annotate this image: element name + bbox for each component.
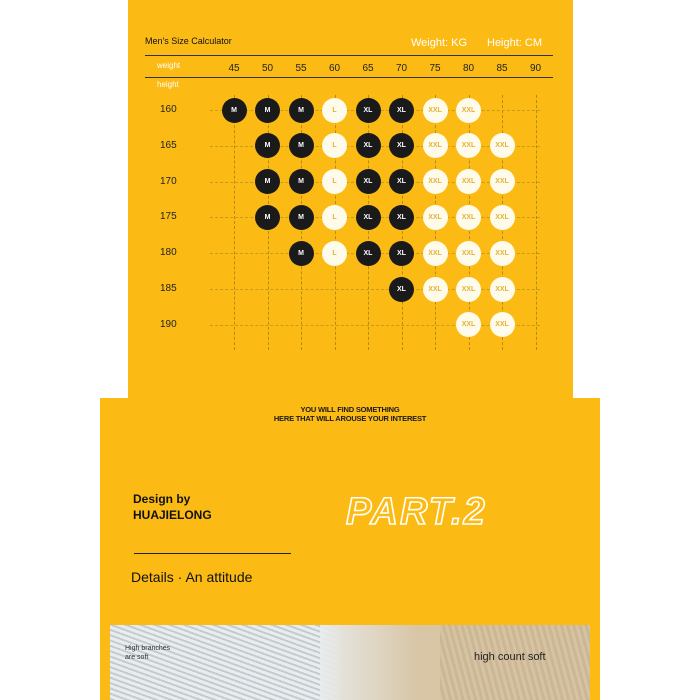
size-dot: M xyxy=(255,98,280,123)
grid-column-line xyxy=(234,95,235,350)
design-by-label: Design by xyxy=(133,492,191,506)
fabric-left-label-line-1: High branches xyxy=(125,645,171,652)
size-dot: XL xyxy=(356,169,381,194)
size-dot: L xyxy=(322,133,347,158)
size-dot: XXL xyxy=(423,133,448,158)
striped-fabric xyxy=(110,625,340,700)
size-dot: M xyxy=(255,205,280,230)
size-dot: XXL xyxy=(423,169,448,194)
size-dot: M xyxy=(289,241,314,266)
height-header: 185 xyxy=(160,283,177,294)
size-dot: M xyxy=(289,169,314,194)
part-2-text: PART.2 xyxy=(346,491,487,532)
part-2-logo xyxy=(344,488,574,532)
weight-header: 55 xyxy=(295,63,307,74)
height-header: 160 xyxy=(160,104,177,115)
size-dot: XXL xyxy=(456,98,481,123)
size-dot: XL xyxy=(356,205,381,230)
size-dot: XXL xyxy=(456,241,481,266)
slogan-line-2: HERE THAT WILL AROUSE YOUR INTEREST xyxy=(273,414,427,423)
waistband-fabric xyxy=(320,625,460,700)
size-dot: XXL xyxy=(423,98,448,123)
size-dot: XL xyxy=(389,98,414,123)
size-dot: XXL xyxy=(490,205,515,230)
size-dot: XL xyxy=(356,133,381,158)
size-dot: XXL xyxy=(456,169,481,194)
weight-header: 50 xyxy=(261,63,274,74)
size-dot: M xyxy=(255,169,280,194)
size-dot: L xyxy=(322,98,347,123)
weight-header: 70 xyxy=(395,63,408,74)
weight-unit-label: Weight: KG xyxy=(411,37,468,49)
fabric-right-label: high count soft xyxy=(474,651,546,663)
size-dot: M xyxy=(289,98,314,123)
height-header: 165 xyxy=(160,139,177,151)
size-chart-title: Men's Size Calculator xyxy=(145,36,232,46)
size-dot: M xyxy=(255,133,280,158)
size-dot: XL xyxy=(389,169,414,194)
size-dot: XXL xyxy=(490,133,515,158)
height-unit-label: Height: CM xyxy=(487,37,543,49)
height-header: 180 xyxy=(160,247,177,259)
weight-header: 75 xyxy=(429,63,441,74)
weight-header: 85 xyxy=(496,63,508,74)
size-dot: XXL xyxy=(490,312,515,337)
fabric-left-label-line-2: are soft xyxy=(125,654,149,661)
weight-header: 60 xyxy=(328,63,341,74)
weight-header: 65 xyxy=(362,63,374,74)
size-dot: XXL xyxy=(423,277,448,302)
size-chart-panel xyxy=(128,0,573,398)
size-dot: L xyxy=(322,241,347,266)
details-tagline: Details · An attitude xyxy=(131,569,253,585)
design-credit xyxy=(133,491,212,523)
corner-height-label: height xyxy=(157,80,179,89)
size-dot: L xyxy=(322,205,347,230)
size-dot: XXL xyxy=(423,241,448,266)
weight-header: 80 xyxy=(462,63,475,74)
size-dot: XL xyxy=(356,98,381,123)
size-dot: M xyxy=(289,205,314,230)
size-dot: XXL xyxy=(456,312,481,337)
designer-name: HUAJIELONG xyxy=(133,508,212,522)
fabric-left-label xyxy=(125,644,170,662)
divider-line xyxy=(134,553,291,554)
size-dot: XXL xyxy=(490,169,515,194)
weight-header: 90 xyxy=(529,63,542,74)
grid-column-line xyxy=(536,95,537,350)
height-header: 175 xyxy=(160,211,177,223)
size-dot: XXL xyxy=(456,277,481,302)
size-dot: XL xyxy=(389,241,414,266)
height-header: 190 xyxy=(160,318,177,330)
size-dot: L xyxy=(322,169,347,194)
size-dot: XXL xyxy=(456,133,481,158)
corner-weight-label: weight xyxy=(157,61,181,70)
header-rule-top xyxy=(145,55,553,56)
header-rule-bottom xyxy=(145,77,553,78)
size-dot: XL xyxy=(389,133,414,158)
size-dot: XL xyxy=(389,277,414,302)
size-dot: XL xyxy=(389,205,414,230)
size-dot: XL xyxy=(356,241,381,266)
slogan xyxy=(200,405,500,423)
slogan-line-1: YOU WILL FIND SOMETHING xyxy=(300,405,400,414)
size-dot: M xyxy=(222,98,247,123)
weight-header: 45 xyxy=(228,63,240,74)
size-dot: XXL xyxy=(456,205,481,230)
size-dot: XXL xyxy=(490,241,515,266)
height-header: 170 xyxy=(160,175,177,187)
size-dot: M xyxy=(289,133,314,158)
size-dot: XXL xyxy=(490,277,515,302)
size-dot: XXL xyxy=(423,205,448,230)
